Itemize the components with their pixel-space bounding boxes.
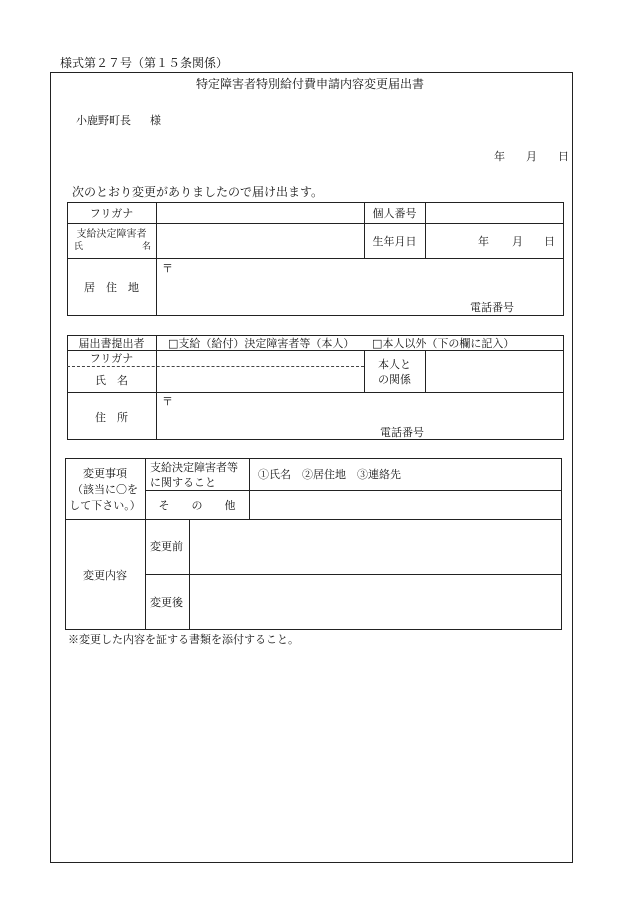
recipient-name-label: 支給決定障害者 bbox=[76, 229, 147, 240]
birth-day[interactable]: 日 bbox=[544, 235, 555, 248]
category-recipient-options[interactable]: ①氏名 ②居住地 ③連絡先 bbox=[258, 468, 401, 481]
option-self[interactable]: □支給（給付）決定障害者等（本人） bbox=[168, 337, 355, 350]
after-label: 変更後 bbox=[150, 596, 183, 609]
individual-number-label: 個人番号 bbox=[372, 207, 417, 220]
recipient-name-field[interactable] bbox=[157, 224, 363, 257]
category-other: そ の 他 bbox=[158, 499, 236, 512]
category-other-field[interactable] bbox=[250, 491, 561, 518]
name-char-2: 名 bbox=[142, 242, 152, 252]
footnote: ※変更した内容を証する書類を添付すること。 bbox=[68, 633, 299, 646]
submitter-name-field[interactable] bbox=[157, 367, 363, 391]
individual-number-field[interactable] bbox=[426, 203, 563, 222]
change-item-label-3: して下さい。） bbox=[69, 499, 141, 512]
submitter-label: 届出書提出者 bbox=[78, 337, 145, 350]
change-item-label-1: 変更事項 bbox=[83, 467, 127, 480]
recipient-honorific: 様 bbox=[150, 114, 161, 127]
submitter-furigana-field[interactable] bbox=[157, 351, 363, 365]
option-other[interactable]: □本人以外（下の欄に記入） bbox=[372, 337, 515, 350]
birth-date-label: 生年月日 bbox=[372, 235, 417, 248]
residence-label: 居 住 地 bbox=[84, 281, 139, 294]
category-recipient-2: に関すること bbox=[150, 476, 216, 489]
submitter-address-field[interactable] bbox=[157, 393, 563, 439]
date-year[interactable]: 年 bbox=[494, 150, 505, 163]
furigana-label: フリガナ bbox=[89, 207, 134, 220]
birth-month[interactable]: 月 bbox=[512, 235, 523, 248]
change-item-label-2: （該当に〇を bbox=[72, 483, 138, 496]
submitter-address-label: 住 所 bbox=[95, 411, 128, 424]
after-field[interactable] bbox=[190, 575, 561, 629]
date-month[interactable]: 月 bbox=[526, 150, 537, 163]
before-label: 変更前 bbox=[150, 540, 183, 553]
postal-mark: 〒 bbox=[162, 262, 173, 275]
form-title: 特定障害者特別給付費申請内容変更届出書 bbox=[196, 77, 425, 91]
phone-label: 電話番号 bbox=[470, 301, 514, 314]
category-recipient-1: 支給決定障害者等 bbox=[150, 461, 238, 474]
name-char-1: 氏 bbox=[74, 242, 84, 252]
birth-year[interactable]: 年 bbox=[478, 235, 489, 248]
change-content-label: 変更内容 bbox=[83, 569, 127, 582]
intro-text: 次のとおり変更がありましたので届け出ます。 bbox=[72, 185, 324, 199]
submitter-postal-mark: 〒 bbox=[162, 395, 173, 408]
before-field[interactable] bbox=[190, 520, 561, 573]
form-number: 様式第２７号（第１５条関係） bbox=[60, 56, 229, 70]
relation-label-2: の関係 bbox=[378, 373, 411, 386]
submitter-furigana-label: フリガナ bbox=[89, 352, 134, 365]
furigana-field[interactable] bbox=[157, 203, 363, 222]
submitter-name-label: 氏 名 bbox=[95, 374, 128, 387]
relation-label-1: 本人と bbox=[378, 358, 411, 371]
date-day[interactable]: 日 bbox=[558, 150, 569, 163]
relation-field[interactable] bbox=[426, 351, 563, 391]
recipient-mayor: 小鹿野町長 bbox=[76, 114, 131, 127]
submitter-phone-label: 電話番号 bbox=[380, 426, 424, 439]
